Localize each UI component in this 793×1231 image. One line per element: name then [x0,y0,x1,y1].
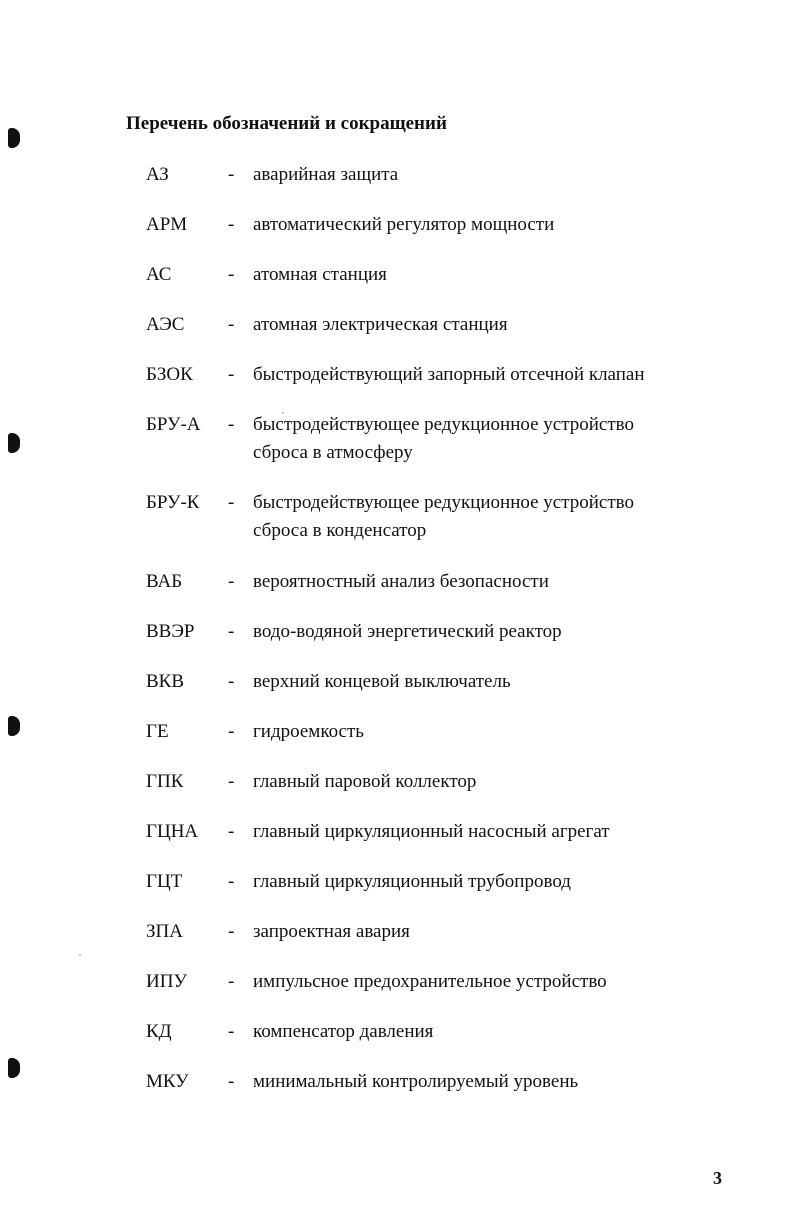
definition-line: главный циркуляционный трубопровод [253,871,571,892]
separator-dash: - [228,721,235,742]
definition-line: запроектная авария [253,921,410,942]
abbreviation: ГПК [146,771,184,792]
definition-line: минимальный контролируемый уровень [253,1071,579,1092]
definition-line: атомная электрическая станция [253,314,508,335]
separator-dash: - [228,621,235,642]
abbreviation: ВВЭР [146,621,195,642]
definition-line: компенсатор давления [253,1021,434,1042]
definition-line: атомная станция [253,264,387,285]
page-title: Перечень обозначений и сокращений [126,113,447,134]
abbreviation: БРУ-К [146,492,200,513]
abbreviation: БРУ-А [146,414,201,435]
definition [253,211,673,239]
abbreviation: ЗПА [146,921,183,942]
separator-dash: - [228,264,235,285]
separator-dash: - [228,571,235,592]
abbreviation: МКУ [146,1071,189,1092]
separator-dash: - [228,921,235,942]
definition-line: гидроемкость [253,721,364,742]
definition-line: быстродействующее редукционное устройство [253,492,635,513]
abbreviation: БЗОК [146,364,193,385]
abbreviation: ИПУ [146,971,187,992]
separator-dash: - [228,214,235,235]
separator-dash: - [228,1021,235,1042]
definition [253,918,673,946]
definition-line: главный паровой коллектор [253,771,477,792]
definition-line: импульсное предохранительное устройство [253,971,607,992]
separator-dash: - [228,492,235,513]
definition [253,1018,673,1046]
definition [253,668,673,696]
definition-line: аварийная защита [253,164,399,185]
separator-dash: - [228,871,235,892]
separator-dash: - [228,364,235,385]
definition-line: вероятностный анализ безопасности [253,571,549,592]
abbreviation: АЭС [146,314,185,335]
abbreviation: ВАБ [146,571,183,592]
separator-dash: - [228,164,235,185]
definition [253,489,673,545]
definition-line: быстродействующий запорный отсечной клапан [253,364,645,385]
definition-line: сброса в атмосферу [253,442,413,463]
abbreviation: АС [146,264,172,285]
abbreviation: ГЦНА [146,821,199,842]
definition [253,568,673,596]
abbreviation: ГЕ [146,721,169,742]
definition [253,818,673,846]
definition-line: быстродействующее редукционное устройство [253,414,635,435]
definition-line: автоматический регулятор мощности [253,214,555,235]
definition [253,868,673,896]
abbreviation: ВКВ [146,671,185,692]
separator-dash: - [228,821,235,842]
definition [253,718,673,746]
separator-dash: - [228,414,235,435]
definition [253,618,673,646]
definition-line: верхний концевой выключатель [253,671,511,692]
definition [253,411,673,467]
definition-line: главный циркуляционный насосный агрегат [253,821,610,842]
definition [253,161,673,189]
separator-dash: - [228,1071,235,1092]
definition-line: водо-водяной энергетический реактор [253,621,562,642]
abbreviation: АЗ [146,164,169,185]
definition [253,1068,673,1096]
separator-dash: - [228,314,235,335]
abbreviation: АРМ [146,214,188,235]
definition [253,311,673,339]
definition [253,261,673,289]
abbreviation: КД [146,1021,172,1042]
definition [253,968,673,996]
separator-dash: - [228,971,235,992]
abbreviation: ГЦТ [146,871,183,892]
separator-dash: - [228,671,235,692]
definition-line: сброса в конденсатор [253,520,427,541]
definition [253,361,673,389]
definition [253,768,673,796]
separator-dash: - [228,771,235,792]
page-number: 3 [713,1168,722,1188]
